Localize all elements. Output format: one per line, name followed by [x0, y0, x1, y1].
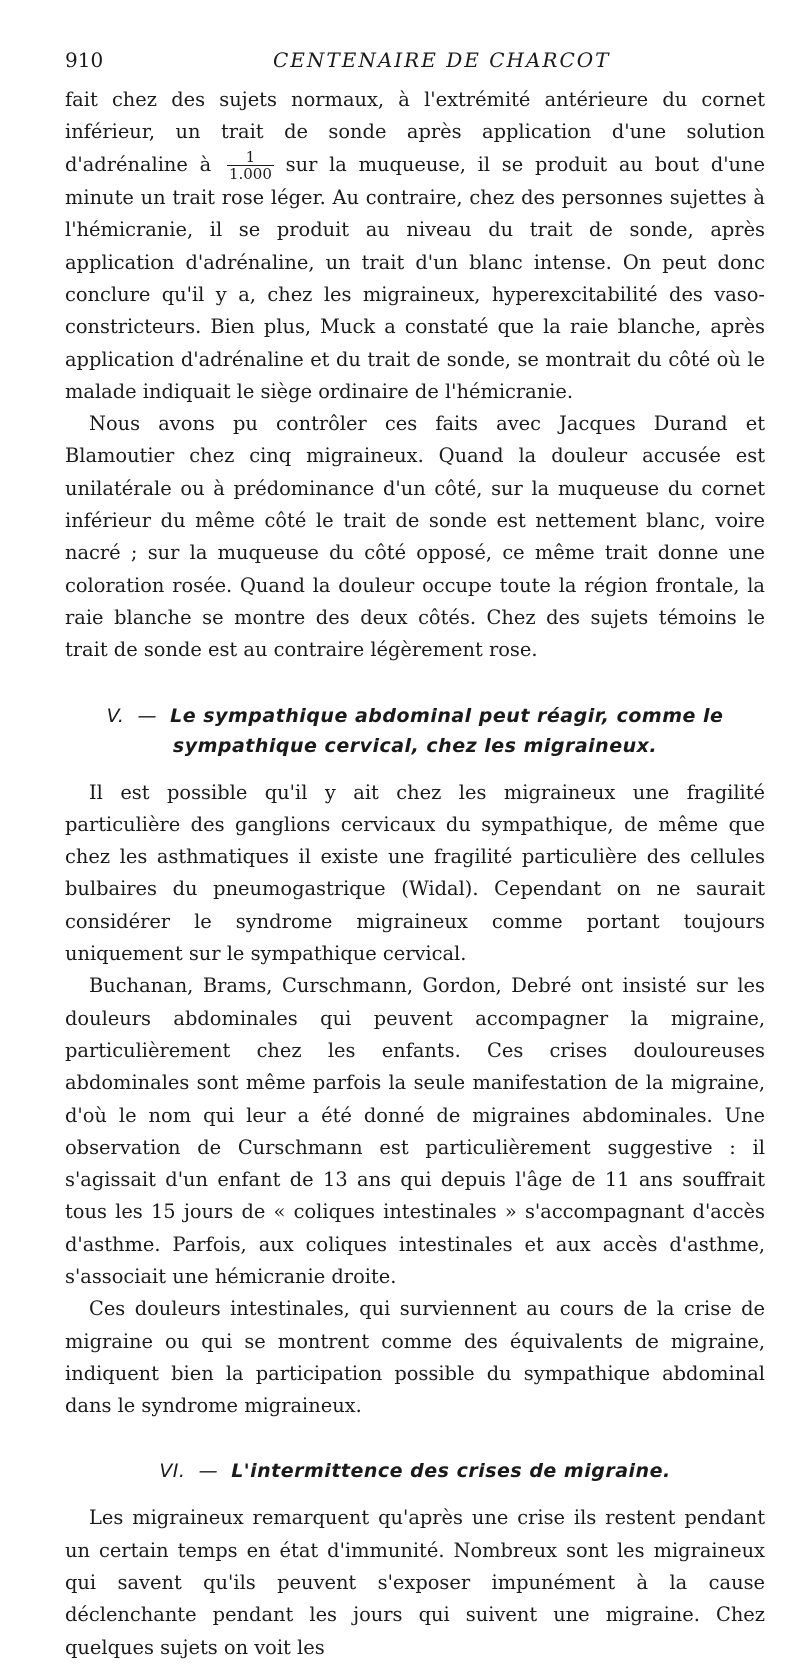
paragraph-1-text-b: sur la muqueuse, il se produit au bout d'une minute un trait rose léger. Au contraire, chez des personnes sujettes à l'hémicranie, il se produit au niveau du trait de sonde, après application d'adrénaline, un trait d'un blanc intense. On peut donc conclure qu'il y a, chez les migraineux, hyperexcitabilité des vaso-constricteurs. Bien plus, Muck a constaté que la raie blanche, après application d'adrénaline et du trait de sonde, se montrait du côté où le malade indiquait le siège ordinaire de l'hémicranie. [65, 152, 766, 403]
section-vi-heading [65, 1456, 765, 1486]
body-text [65, 84, 765, 1664]
fraction-numerator: 1 [227, 149, 274, 166]
paragraph-6: Les migraineux remarquent qu'après une crise ils restent pendant un certain temps en état d'immunité. Nombreux sont les migraineux qui savent qu'ils peuvent s'exposer impunément à la cause déclenchante pendant les jours qui suivent une migraine. Chez quelques sujets on voit les [65, 1506, 765, 1659]
section-vi-dash: — [198, 1460, 219, 1483]
paragraph-3: Il est possible qu'il y ait chez les migraineux une fragilité particulière des ganglions cervicaux du sympathique, de même que chez les asthmatiques il existe une fragilité particulière des cellules bulbaires du pneumogastrique (Widal). Cependant on ne saurait considérer le syndrome migraineux comme portant toujours uniquement sur le sympathique cervical. [65, 780, 765, 966]
fraction-denominator: 1.000 [228, 165, 272, 184]
paragraph-5: Ces douleurs intestinales, qui surviennent au cours de la crise de migraine ou qui se montrent comme des équivalents de migraine, indiquent bien la participation possible du sympathique abdominal dans le syndrome migraineux. [65, 1297, 765, 1418]
paragraph-4: Buchanan, Brams, Curschmann, Gordon, Debré ont insisté sur les douleurs abdominales qui peuvent accompagner la migraine, particulièrement chez les enfants. Ces crises douloureuses abdominales sont même parfois la seule manifestation de la migraine, d'où le nom qui leur a été donné de migraines abdominales. Une observation de Curschmann est particulièrement suggestive : il s'agissait d'un enfant de 13 ans qui depuis l'âge de 11 ans souffrait tous les 15 jours de « coliques intestinales » s'accompagnant d'accès d'asthme. Parfois, aux coliques intestinales et aux accès d'asthme, s'associait une hémicranie droite. [65, 974, 765, 1288]
section-v-number: V. [106, 704, 125, 727]
section-vi-title: L'intermittence des crises de migraine. [231, 1460, 671, 1483]
section-v-title: Le sympathique abdominal peut réagir, comme le sympathique cervical, chez les migraineux. [170, 704, 724, 757]
paragraph-1 [65, 84, 765, 408]
fraction [227, 149, 274, 182]
paragraph-1-text-a: fait chez des sujets normaux, à l'extrémité antérieure du cornet inférieur, un trait de sonde après application d'une solution d'adrénaline à [65, 88, 765, 176]
paragraph-2: Nous avons pu contrôler ces faits avec Jacques Durand et Blamoutier chez cinq migraineux. Quand la douleur accusée est unilatérale ou à prédominance d'un côté, sur la muqueuse du cornet inférieur du même côté le trait de sonde est nettement blanc, voire nacré ; sur la muqueuse du côté opposé, ce même trait donne une coloration rosée. Quand la douleur occupe toute la région frontale, la raie blanche se montre des deux côtés. Chez des sujets témoins le trait de sonde est au contraire légèrement rose. [65, 412, 765, 662]
section-v-dash: — [137, 704, 158, 727]
page-header [65, 48, 765, 78]
section-vi-number: VI. [159, 1460, 186, 1483]
page-number: 910 [65, 48, 104, 72]
running-title: CENTENAIRE DE CHARCOT [273, 48, 611, 72]
section-v-heading [65, 701, 765, 761]
